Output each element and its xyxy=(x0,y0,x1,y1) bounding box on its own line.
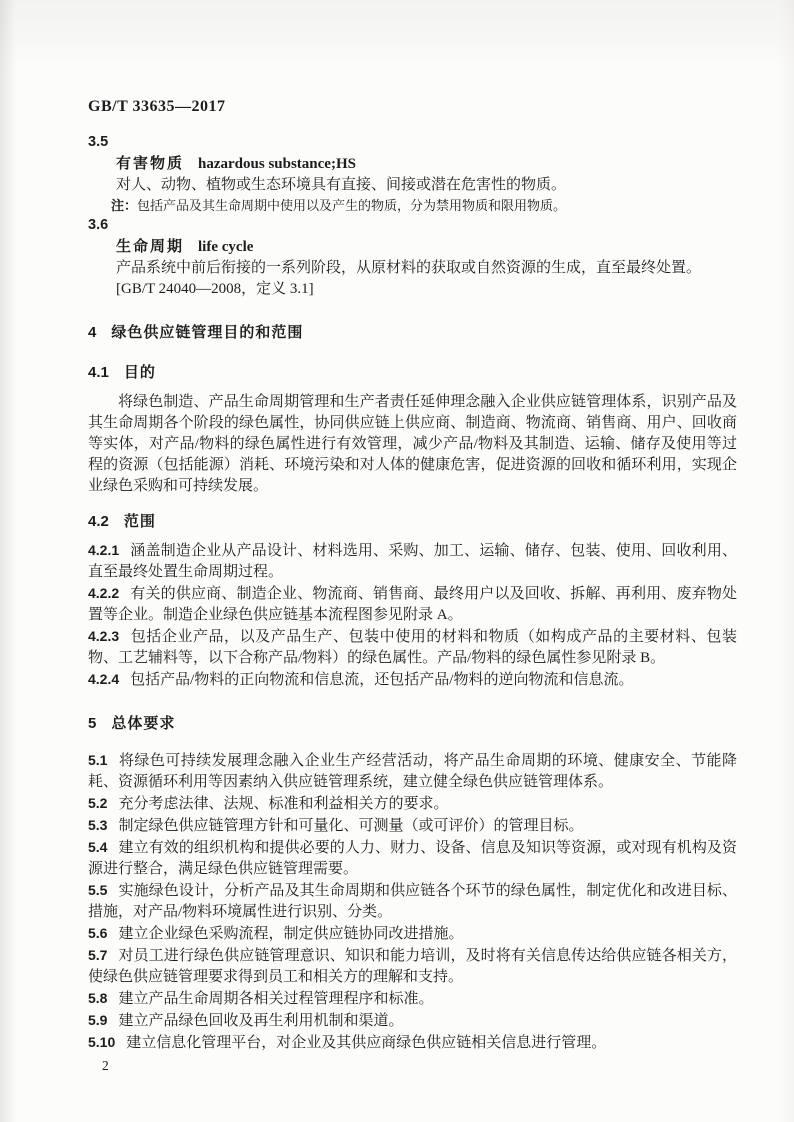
chapter-5-heading xyxy=(88,713,737,734)
clause-text: 将绿色可持续发展理念融入企业生产经营活动，将产品生命周期的环境、健康安全、节能降耗、资源循环利用等因素纳入供应链管理系统，建立健全绿色供应链管理体系。 xyxy=(88,753,737,790)
clause-5-5 xyxy=(88,880,737,923)
clause-number: 5.6 xyxy=(88,925,108,941)
chapter-4-heading xyxy=(88,322,737,343)
general-requirements-clauses xyxy=(88,750,737,1054)
clause-5-7 xyxy=(88,945,737,988)
term-title-line xyxy=(88,153,737,175)
clause-number: 5.10 xyxy=(88,1034,116,1050)
clause-number: 4.2.3 xyxy=(88,628,120,644)
chapter-number: 4 xyxy=(88,324,97,341)
clause-text: 包括产品/物料的正向物流和信息流，还包括产品/物料的逆向物流和信息流。 xyxy=(130,672,634,688)
clause-text: 对员工进行绿色供应链管理意识、知识和能力培训，及时将有关信息传达给供应链各相关方，使绿色供应链管理要求得到员工和相关方的理解和支持。 xyxy=(88,948,737,985)
clause-text: 实施绿色设计，分析产品及其生命周期和供应链各个环节的绿色属性，制定优化和改进目标、措施，对产品/物料环境属性进行识别、分类。 xyxy=(88,883,737,920)
clause-text: 建立信息化管理平台，对企业及其供应商绿色供应链相关信息进行管理。 xyxy=(126,1035,607,1051)
note-label: 注： xyxy=(111,198,138,213)
term-en: hazardous substance;HS xyxy=(198,156,356,172)
term-definition: 产品系统中前后衔接的一系列阶段，从原材料的获取或自然资源的生成，直至最终处置。 xyxy=(116,260,702,276)
term-zh: 生命周期 xyxy=(116,238,185,255)
term-source-reference: [GB/T 24040—2008，定义 3.1] xyxy=(116,281,314,297)
clause-text: 建立产品生命周期各相关过程管理程序和标准。 xyxy=(118,991,434,1007)
clause-5-8 xyxy=(88,988,737,1010)
clause-4-2-1 xyxy=(88,540,737,583)
clause-text: 建立企业绿色采购流程，制定供应链协同改进措施。 xyxy=(118,926,464,942)
clause-text: 包括企业产品，以及产品生产、包装中使用的材料和物质（如构成产品的主要材料、包装物、工艺辅料等，以下合称产品/物料）的绿色属性。产品/物料的绿色属性参见附录 B。 xyxy=(88,629,737,666)
section-number: 4.1 xyxy=(88,364,109,381)
clause-5-3 xyxy=(88,815,737,837)
clause-5-1 xyxy=(88,750,737,793)
section-title: 范围 xyxy=(123,513,156,530)
clause-number: 5.8 xyxy=(88,990,108,1006)
clause-5-4 xyxy=(88,837,737,880)
term-title-line xyxy=(88,236,737,258)
clause-text: 建立有效的组织机构和提供必要的人力、财力、设备、信息及知识等资源，或对现有机构及资源进行整合，满足绿色供应链管理需要。 xyxy=(88,840,737,877)
term-block-3-6 xyxy=(88,215,737,300)
section-4-2-heading xyxy=(88,511,737,532)
section-title: 目的 xyxy=(123,364,156,381)
clause-number: 5.1 xyxy=(88,752,108,768)
clause-4-2-2 xyxy=(88,583,737,626)
clause-number: 5.3 xyxy=(88,817,108,833)
clause-text: 充分考虑法律、法规、标准和利益相关方的要求。 xyxy=(118,796,449,812)
term-note xyxy=(88,196,737,215)
clause-number: 5.7 xyxy=(88,947,108,963)
term-en: life cycle xyxy=(198,239,254,255)
clause-4-2-4 xyxy=(88,669,737,691)
clause-5-6 xyxy=(88,923,737,945)
page-number: 2 xyxy=(102,1058,109,1073)
clause-5-10 xyxy=(88,1032,737,1054)
clause-number: 4.2.1 xyxy=(88,542,120,558)
clause-5-2 xyxy=(88,793,737,815)
clause-4-2-3 xyxy=(88,626,737,669)
section-number: 4.2 xyxy=(88,513,109,530)
note-text: 包括产品及其生命周期中使用以及产生的物质，分为禁用物质和限用物质。 xyxy=(137,198,567,213)
term-block-3-5 xyxy=(88,132,737,215)
clause-number: 5.9 xyxy=(88,1012,108,1028)
section-4-1-heading xyxy=(88,362,737,383)
clause-number: 5.4 xyxy=(88,839,108,855)
term-number: 3.5 xyxy=(88,134,109,150)
purpose-paragraph: 将绿色制造、产品生命周期管理和生产者责任延伸理念融入企业供应链管理体系，识别产品及其生命周期各个阶段的绿色属性，协同供应链上供应商、制造商、物流商、销售商、用户、回收商等实体，对产品/物料的绿色属性进行有效管理，减少产品/物料及其制造、运输、储存及使用等过程的资源（包括能源）消耗、环境污染和对人体的健康危害，促进资源的回收和循环利用，实现企业绿色采购和可持续发展。 xyxy=(88,394,737,494)
clause-text: 涵盖制造企业从产品设计、材料选用、采购、加工、运输、储存、包装、使用、回收利用、直至最终处置生命周期过程。 xyxy=(88,543,737,580)
scope-clauses xyxy=(88,540,737,691)
clause-5-9 xyxy=(88,1010,737,1032)
clause-number: 4.2.4 xyxy=(88,671,120,687)
clause-text: 有关的供应商、制造企业、物流商、销售商、最终用户以及回收、拆解、再利用、废弃物处置等企业。制造企业绿色供应链基本流程图参见附录 A。 xyxy=(88,586,737,623)
chapter-title: 绿色供应链管理目的和范围 xyxy=(111,324,304,341)
clause-number: 5.5 xyxy=(88,882,108,898)
clause-number: 5.2 xyxy=(88,795,108,811)
doc-code-header: GB/T 33635—2017 xyxy=(88,98,226,115)
clause-text: 建立产品绿色回收及再生利用机制和渠道。 xyxy=(118,1013,404,1029)
term-number: 3.6 xyxy=(88,217,109,233)
chapter-number: 5 xyxy=(88,715,97,732)
term-definition: 对人、动物、植物或生态环境具有直接、间接或潜在危害性的物质。 xyxy=(116,177,567,193)
clause-number: 4.2.2 xyxy=(88,585,120,601)
term-zh: 有害物质 xyxy=(116,155,185,172)
clause-text: 制定绿色供应链管理方针和可量化、可测量（或可评价）的管理目标。 xyxy=(118,818,584,834)
chapter-title: 总体要求 xyxy=(111,715,176,732)
